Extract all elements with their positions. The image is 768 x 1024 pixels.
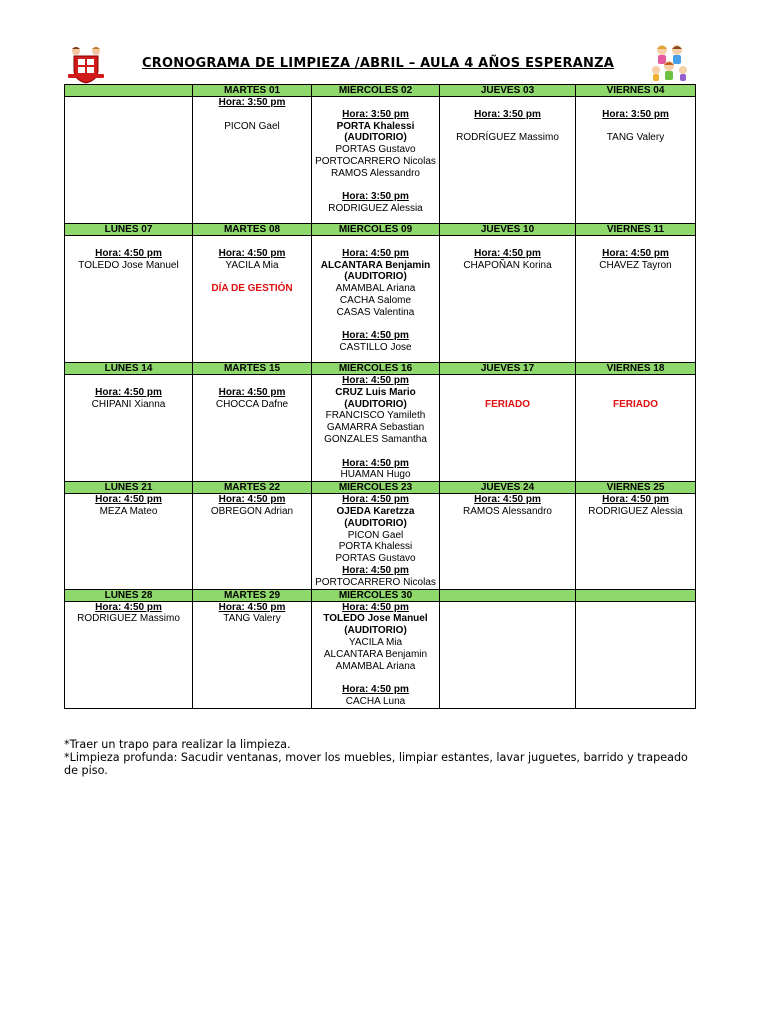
student-name: PORTA Khalessi	[338, 541, 413, 553]
student-name: CASAS Valentina	[336, 306, 415, 318]
student-name: CACHA Salome	[339, 294, 412, 306]
week-header-row	[65, 224, 696, 236]
time-label: Hora: 3:50 pm	[342, 191, 409, 203]
student-name: PORTAS Gustavo	[335, 144, 416, 156]
auditorio-entry: (AUDITORIO)	[344, 271, 407, 283]
time-label: Hora: 3:50 pm	[602, 108, 669, 120]
day-header: VIERNES 04	[576, 85, 696, 97]
student-name: MEZA Mateo	[99, 505, 158, 517]
day-cell	[312, 97, 440, 224]
day-header: MARTES 01	[193, 85, 312, 97]
student-name: AMAMBAL Ariana	[335, 283, 416, 295]
time-label: Hora: 4:50 pm	[218, 386, 286, 398]
day-cell	[312, 494, 440, 589]
student-name: YACILA Mia	[348, 636, 403, 648]
special-day-label: FERIADO	[485, 398, 530, 410]
day-header: LUNES 28	[65, 589, 193, 601]
student-name: OBREGON Adrian	[210, 505, 294, 517]
auditorio-entry: ALCANTARA Benjamin	[320, 259, 431, 271]
student-name: CHAPOÑAN Korina	[463, 259, 552, 271]
day-header: MIÉRCOLES 30	[312, 589, 440, 601]
day-cell	[312, 375, 440, 482]
week-header-row	[65, 85, 696, 97]
auditorio-entry: PORTA Khalessi	[336, 120, 415, 132]
student-name: YACILA Mia	[225, 259, 279, 271]
day-header: MARTES 29	[193, 589, 312, 601]
time-label: Hora: 4:50 pm	[342, 564, 409, 576]
student-name: HUAMAN Hugo	[340, 469, 411, 481]
time-label: Hora: 4:50 pm	[218, 601, 286, 613]
day-cell	[193, 494, 312, 589]
auditorio-entry: (AUDITORIO)	[344, 625, 407, 637]
page-title: CRONOGRAMA DE LIMPIEZA /ABRIL – AULA 4 AÑOS ESPERANZA	[142, 56, 614, 71]
time-label: Hora: 4:50 pm	[95, 601, 162, 613]
day-cell	[312, 601, 440, 708]
time-label: Hora: 4:50 pm	[602, 494, 669, 506]
day-cell	[440, 375, 576, 482]
time-label: Hora: 4:50 pm	[342, 494, 409, 506]
day-header: VIERNES 11	[576, 224, 696, 236]
student-name: RODRIGUEZ Alessia	[328, 203, 423, 215]
time-label: Hora: 4:50 pm	[474, 494, 541, 506]
note-item: *Limpieza profunda: Sacudir ventanas, mover los muebles, limpiar estantes, lavar juguetes, barrido y trapeado de piso.	[64, 751, 688, 777]
student-name: CACHA Luna	[345, 695, 406, 707]
student-name: AMAMBAL Ariana	[335, 660, 416, 672]
day-cell	[193, 375, 312, 482]
day-cell	[193, 97, 312, 224]
student-name: ALCANTARA Benjamin	[323, 648, 428, 660]
day-header: LUNES 21	[65, 482, 193, 494]
day-header: MARTES 15	[193, 363, 312, 375]
day-cell	[576, 601, 696, 708]
time-label: Hora: 4:50 pm	[342, 330, 409, 342]
student-name: TANG Valery	[606, 132, 665, 144]
day-header: JUEVES 17	[440, 363, 576, 375]
time-label: Hora: 4:50 pm	[218, 494, 286, 506]
student-name: GONZALES Samantha	[324, 433, 427, 445]
time-label: Hora: 4:50 pm	[95, 247, 162, 259]
student-name: PICON Gael	[224, 120, 280, 132]
student-name: FRANCISCO Yamileth	[325, 410, 426, 422]
time-label: Hora: 4:50 pm	[602, 247, 669, 259]
time-label: Hora: 3:50 pm	[474, 108, 541, 120]
week-content-row	[65, 494, 696, 589]
special-day-label: DÍA DE GESTIÓN	[211, 283, 293, 295]
auditorio-entry: (AUDITORIO)	[344, 398, 407, 410]
student-name: GAMARRA Sebastian	[326, 422, 425, 434]
student-name: CHAVEZ Tayron	[599, 259, 672, 271]
day-cell	[576, 375, 696, 482]
student-name: PORTAS Gustavo	[335, 553, 416, 565]
week-content-row	[65, 236, 696, 363]
day-header: MIÉRCOLES 02	[312, 85, 440, 97]
student-name: TANG Valery	[223, 613, 281, 625]
student-name: RODRIGUEZ Alessia	[588, 505, 683, 517]
time-label: Hora: 4:50 pm	[342, 684, 409, 696]
time-label: Hora: 4:50 pm	[95, 494, 162, 506]
week-content-row	[65, 375, 696, 482]
day-header: JUEVES 10	[440, 224, 576, 236]
day-cell	[440, 601, 576, 708]
week-content-row	[65, 97, 696, 224]
day-cell	[576, 97, 696, 224]
student-name: PICON Gael	[347, 529, 404, 541]
day-header: MIÉRCOLES 23	[312, 482, 440, 494]
student-name: CHOCCA Dafne	[215, 398, 289, 410]
week-content-row	[65, 601, 696, 708]
auditorio-entry: OJEDA Karetzza	[336, 505, 415, 517]
student-name: CHIPANI Xianna	[91, 398, 166, 410]
day-cell	[193, 601, 312, 708]
week-header-row	[65, 482, 696, 494]
day-header: LUNES 07	[65, 224, 193, 236]
time-label: Hora: 4:50 pm	[342, 375, 409, 386]
day-header: JUEVES 03	[440, 85, 576, 97]
time-label: Hora: 3:50 pm	[218, 97, 286, 108]
day-cell	[65, 236, 193, 363]
notes-section	[64, 738, 704, 777]
student-name: PORTOCARRERO Nicolas	[315, 576, 436, 588]
student-name: CASTILLO Jose	[339, 342, 412, 354]
day-cell	[576, 236, 696, 363]
time-label: Hora: 4:50 pm	[342, 457, 409, 469]
time-label: Hora: 4:50 pm	[342, 601, 409, 613]
day-header	[65, 85, 193, 97]
day-cell	[440, 494, 576, 589]
note-item: *Traer un trapo para realizar la limpieza.	[64, 738, 291, 751]
time-label: Hora: 4:50 pm	[95, 386, 162, 398]
week-header-row	[65, 363, 696, 375]
time-label: Hora: 4:50 pm	[474, 247, 541, 259]
cleaning-schedule-table	[64, 84, 696, 709]
auditorio-entry: TOLEDO Jose Manuel	[323, 613, 428, 625]
day-cell	[440, 97, 576, 224]
day-header: MIÉRCOLES 16	[312, 363, 440, 375]
student-name: RODRÍGUEZ Massimo	[456, 132, 559, 144]
day-header	[440, 589, 576, 601]
student-name: PORTOCARRERO Nicolas	[315, 155, 436, 167]
day-cell	[193, 236, 312, 363]
auditorio-entry: CRUZ Luis Mario	[335, 386, 416, 398]
day-cell	[65, 601, 193, 708]
time-label: Hora: 3:50 pm	[342, 108, 409, 120]
auditorio-entry: (AUDITORIO)	[344, 132, 407, 144]
day-header: VIERNES 25	[576, 482, 696, 494]
student-name: RAMOS Alessandro	[463, 505, 552, 517]
day-cell	[312, 236, 440, 363]
day-cell	[65, 97, 193, 224]
day-header: MARTES 08	[193, 224, 312, 236]
auditorio-entry: (AUDITORIO)	[344, 517, 407, 529]
week-header-row	[65, 589, 696, 601]
student-name: RODRIGUEZ Massimo	[77, 613, 180, 625]
day-cell	[65, 375, 193, 482]
time-label: Hora: 4:50 pm	[342, 247, 409, 259]
time-label: Hora: 4:50 pm	[218, 247, 286, 259]
day-header: MARTES 22	[193, 482, 312, 494]
day-header: JUEVES 24	[440, 482, 576, 494]
student-name: TOLEDO Jose Manuel	[78, 259, 179, 271]
day-cell	[65, 494, 193, 589]
special-day-label: FERIADO	[613, 398, 658, 410]
day-header: LUNES 14	[65, 363, 193, 375]
day-cell	[440, 236, 576, 363]
day-header: VIERNES 18	[576, 363, 696, 375]
day-header: MIÉRCOLES 09	[312, 224, 440, 236]
day-header	[576, 589, 696, 601]
day-cell	[576, 494, 696, 589]
student-name: RAMOS Alessandro	[331, 167, 420, 179]
